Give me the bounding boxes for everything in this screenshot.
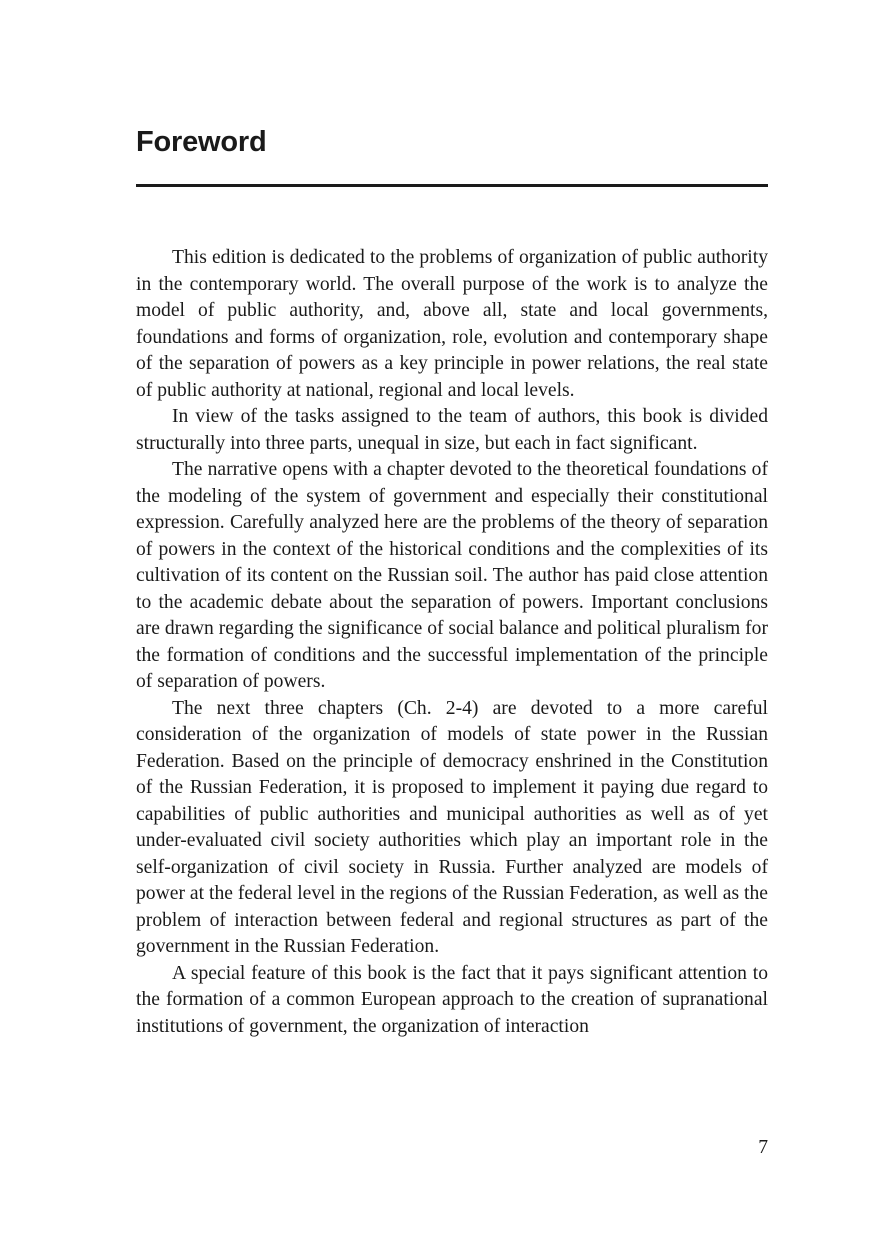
page-number: 7	[758, 1137, 768, 1158]
page-title: Foreword	[136, 126, 267, 158]
paragraph: A special feature of this book is the fact that it pays significant attention to the formation of a common European approach to the creation of supranational institutions of government, the organization of interaction	[136, 962, 768, 1037]
paragraph: The next three chapters (Ch. 2-4) are devoted to a more careful consideration of the organization of models of state power in the Russian Federation. Based on the principle of democracy enshrined in the Constitution of the Russian Federation, it is proposed to implement it paying due regard to capabilities of public authorities and municipal authorities as well as of yet under-evaluated civil society authorities which play an important role in the self-organization of civil society in Russia. Further analyzed are models of power at the federal level in the regions of the Russian Federation, as well as the problem of interaction between federal and regional structures as part of the government in the Russian Federation.	[136, 697, 768, 957]
heading-divider	[136, 184, 768, 187]
paragraph: This edition is dedicated to the problems of organization of public authority in the contemporary world. The overall purpose of the work is to analyze the model of public authority, and, above all, state and local governments, foundations and forms of organization, role, evolution and contemporary shape of the separation of powers as a key principle in power relations, the real state of public authority at national, regional and local levels.	[136, 247, 768, 401]
body-text	[136, 245, 768, 1040]
paragraph: In view of the tasks assigned to the team of authors, this book is divided structurally into three parts, unequal in size, but each in fact significant.	[136, 406, 768, 454]
paragraph: The narrative opens with a chapter devoted to the theoretical foundations of the modeling of the system of government and especially their constitutional expression. Carefully analyzed here are the problems of the theory of separation of powers in the context of the historical conditions and the complexities of its cultivation of its content on the Russian soil. The author has paid close attention to the academic debate about the separation of powers. Important conclusions are drawn regarding the significance of social balance and political pluralism for the formation of conditions and the successful implementation of the principle of separation of powers.	[136, 459, 768, 692]
